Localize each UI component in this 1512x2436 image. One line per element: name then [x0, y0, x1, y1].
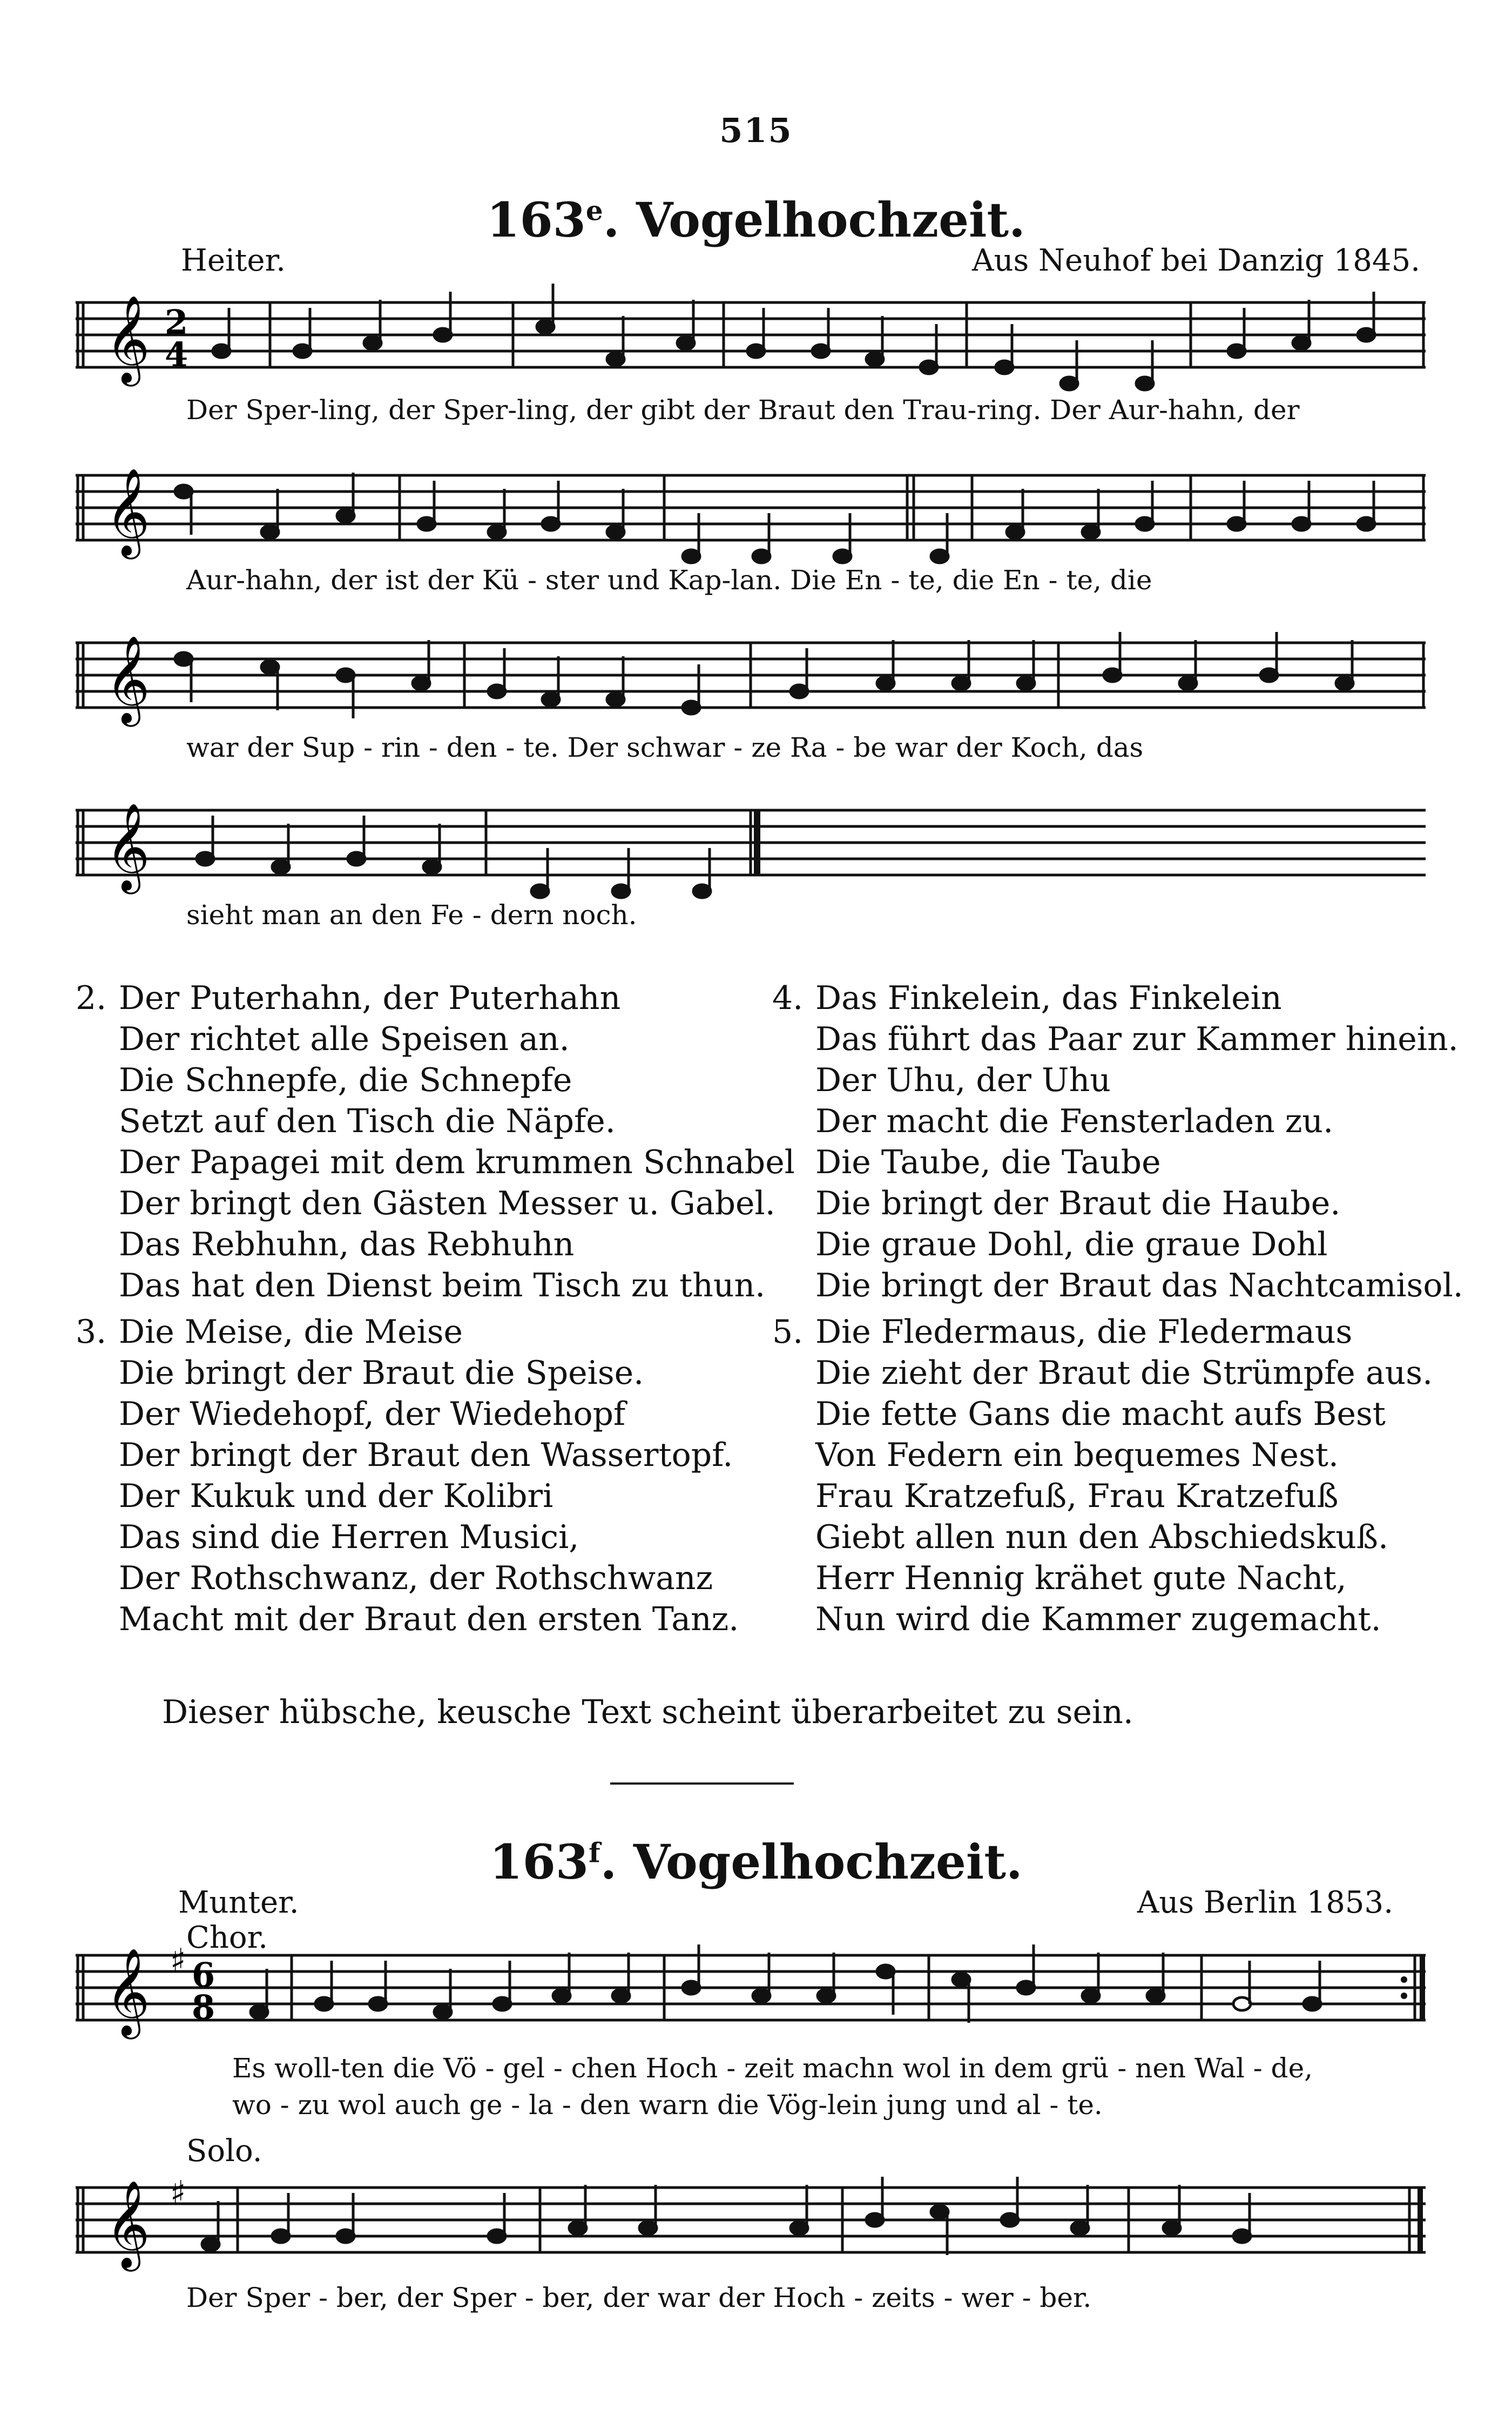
verse-line: [76, 1265, 766, 1306]
verse-line: [772, 1265, 1463, 1306]
verse-line: [772, 1060, 1463, 1101]
song-1-title: [0, 192, 1512, 248]
section-divider: [610, 1782, 794, 1785]
verse-line: [772, 1352, 1463, 1394]
verse-line: [772, 1435, 1463, 1476]
verse-text: Die zieht der Braut die Strümpfe aus.: [815, 1354, 1433, 1392]
verse-text: Die Meise, die Meise: [119, 1313, 463, 1351]
song-1-editorial-note: Dieser hübsche, keusche Text scheint überarbeitet zu sein.: [162, 1693, 1133, 1731]
song-1-origin: Aus Neuhof bei Danzig 1845.: [972, 243, 1420, 278]
svg-text:𝄞: 𝄞: [105, 1948, 150, 2036]
verse-line: [76, 1224, 734, 1265]
verse-text: Das führt das Paar zur Kammer hinein.: [815, 1020, 1459, 1058]
song-1-tempo: Heiter.: [181, 243, 286, 278]
song-2-lyric-line-3: Der Sper - ber, der Sper - ber, der war der Hoch - zeits - wer - ber.: [186, 2282, 1092, 2313]
svg-text:𝄞: 𝄞: [105, 468, 150, 556]
verse-text: Der Puterhahn, der Puterhahn: [119, 979, 621, 1017]
verse-line: [772, 1019, 1463, 1060]
song-2-lyric-line-1: Es woll-ten die Vö - gel - chen Hoch - zeit machn wol in dem grü - nen Wal - de,: [232, 2053, 1313, 2084]
svg-text:𝄞: 𝄞: [105, 803, 150, 891]
verse-text: Die bringt der Braut das Nachtcamisol.: [815, 1267, 1463, 1304]
verse-line: [772, 1101, 1463, 1142]
verse-line: [76, 978, 734, 1019]
verse-2: [76, 978, 795, 1306]
svg-text:6: 6: [192, 1955, 215, 1995]
verse-text: Das Rebhuhn, das Rebhuhn: [119, 1226, 575, 1263]
verse-line: [772, 1142, 1463, 1183]
verse-text: Herr Hennig krähet gute Nacht,: [815, 1559, 1347, 1597]
time-signature-top: 2: [165, 302, 188, 342]
verse-text: Frau Kratzefuß, Frau Kratzefuß: [815, 1477, 1339, 1515]
song-2-part-chor: Chor.: [186, 1920, 268, 1955]
verse-text: Der richtet alle Speisen an.: [119, 1020, 570, 1058]
verse-line: [76, 1558, 734, 1599]
sharp-icon: ♯: [170, 1942, 186, 1980]
verse-text: Giebt allen nun den Abschiedskuß.: [815, 1518, 1389, 1556]
song-1-title-number: 163: [487, 192, 586, 248]
verse-text: Die bringt der Braut die Haube.: [815, 1185, 1341, 1222]
verse-line: [76, 1183, 775, 1224]
verse-text: Das hat den Dienst beim Tisch zu thun.: [119, 1267, 766, 1304]
verse-line: [772, 1394, 1463, 1435]
verse-line: [76, 1435, 734, 1476]
song-1-title-suffix: e: [585, 194, 603, 227]
verse-line: [76, 1142, 795, 1183]
verse-line: [772, 1476, 1463, 1517]
verse-5: [772, 1311, 1463, 1640]
verse-line: [772, 978, 1463, 1019]
verse-line: [772, 1599, 1463, 1640]
verse-number: 3.: [76, 1313, 107, 1351]
page-number: 515: [719, 111, 793, 150]
song-2-tempo: Munter.: [178, 1885, 299, 1920]
song-1-staff-1-notes: [213, 284, 1375, 390]
verse-text: Macht mit der Braut den ersten Tanz.: [119, 1600, 739, 1638]
verse-number: 2.: [76, 979, 107, 1017]
svg-text:8: 8: [192, 1988, 215, 2027]
song-1-verses-right: [772, 978, 1463, 1645]
verse-text: Von Federn ein bequemes Nest.: [815, 1436, 1339, 1474]
verse-text: Die Schnepfe, die Schnepfe: [119, 1061, 572, 1099]
verse-line: [76, 1060, 734, 1101]
verse-text: Der macht die Fensterladen zu.: [815, 1102, 1334, 1140]
song-1-lyric-line-3: war der Sup - rin - den - te. Der schwar - ze Ra - be war der Koch, das: [186, 732, 1144, 763]
verse-text: Der bringt den Gästen Messer u. Gabel.: [119, 1185, 775, 1222]
verse-line: [772, 1311, 1463, 1352]
verse-text: Die fette Gans die macht aufs Best: [815, 1395, 1386, 1433]
verse-text: Der Rothschwanz, der Rothschwanz: [119, 1559, 713, 1597]
verse-4: [772, 978, 1463, 1306]
time-signature-bottom: 4: [165, 335, 188, 374]
verse-line: [76, 1101, 734, 1142]
song-2-title-suffix: f: [589, 1836, 600, 1869]
verse-text: Nun wird die Kammer zugemacht.: [815, 1600, 1381, 1638]
verse-line: [76, 1394, 734, 1435]
verse-text: Die graue Dohl, die graue Dohl: [815, 1226, 1328, 1263]
song-1-title-text: Vogelhochzeit.: [636, 192, 1025, 248]
song-2-title-number: 163: [489, 1834, 589, 1890]
verse-line: [772, 1183, 1463, 1224]
song-1-title-sep: .: [603, 192, 620, 248]
verse-line: [76, 1599, 739, 1640]
song-2-title: [0, 1834, 1512, 1890]
song-2-part-solo: Solo.: [186, 2134, 262, 2169]
song-2-title-sep: .: [600, 1834, 617, 1890]
song-1-lyric-line-4: sieht man an den Fe - dern noch.: [186, 899, 637, 931]
song-1-verses-left: [76, 978, 795, 1645]
verse-line: [772, 1558, 1463, 1599]
verse-text: Der Wiedehopf, der Wiedehopf: [119, 1395, 626, 1433]
verse-text: Die bringt der Braut die Speise.: [119, 1354, 644, 1392]
song-1-lyric-line-1: Der Sper-ling, der Sper-ling, der gibt der Braut den Trau-ring. Der Aur-hahn, der: [186, 394, 1300, 426]
verse-text: Der Papagei mit dem krummen Schnabel: [119, 1143, 795, 1181]
song-2-staff-1: [76, 1944, 1426, 2069]
verse-line: [772, 1517, 1463, 1558]
verse-number: 5.: [772, 1313, 804, 1351]
verse-line: [76, 1019, 734, 1060]
verse-3: [76, 1311, 739, 1640]
verse-line: [76, 1517, 734, 1558]
song-2-lyric-line-2: wo - zu wol auch ge - la - den warn die Vög-lein jung und al - te.: [232, 2089, 1103, 2121]
song-2-origin: Aus Berlin 1853.: [1137, 1885, 1393, 1920]
verse-line: [76, 1311, 734, 1352]
svg-text:𝄞: 𝄞: [105, 2180, 150, 2268]
verse-text: Die Fledermaus, die Fledermaus: [815, 1313, 1353, 1351]
verse-line: [772, 1224, 1463, 1265]
svg-text:𝄞: 𝄞: [105, 635, 150, 723]
verse-text: Der Uhu, der Uhu: [815, 1061, 1111, 1099]
verse-text: Das sind die Herren Musici,: [119, 1518, 579, 1556]
verse-line: [76, 1476, 734, 1517]
verse-text: Die Taube, die Taube: [815, 1143, 1161, 1181]
verse-text: Setzt auf den Tisch die Näpfe.: [119, 1102, 616, 1140]
song-2-title-text: Vogelhochzeit.: [633, 1834, 1023, 1890]
song-1-lyric-line-2: Aur-hahn, der ist der Kü - ster und Kap-lan. Die En - te, die En - te, die: [186, 564, 1152, 596]
svg-text:♯: ♯: [170, 2174, 186, 2212]
verse-number: 4.: [772, 979, 804, 1017]
verse-line: [76, 1352, 734, 1394]
verse-text: Der Kukuk und der Kolibri: [119, 1477, 554, 1515]
treble-clef-icon: 𝄞: [105, 295, 150, 383]
verse-text: Das Finkelein, das Finkelein: [815, 979, 1282, 1017]
verse-text: Der bringt der Braut den Wassertopf.: [119, 1436, 733, 1474]
